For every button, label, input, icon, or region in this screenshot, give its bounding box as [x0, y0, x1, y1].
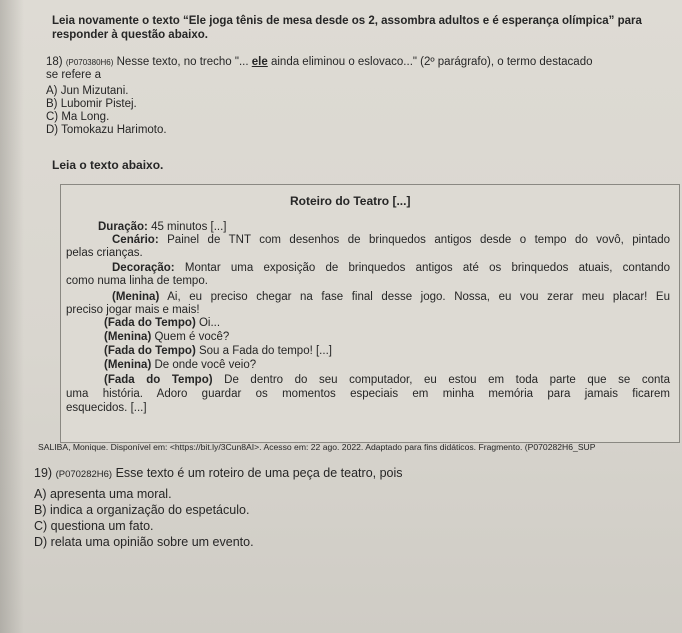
- page-edge-shadow: [0, 0, 24, 633]
- script-fada-1: [104, 317, 220, 330]
- script-duracao: [98, 221, 227, 234]
- question-19-text: Esse texto é um roteiro de uma peça de teatro, pois: [115, 466, 403, 480]
- source-citation: SALIBA, Monique. Disponível em: <https://bit.ly/3Cun8AI>. Acesso em: 22 ago. 2022. Adaptado para fins didáticos. Fragmento. (P070282H6_SUP: [38, 442, 596, 452]
- script-decoracao-cont: como numa linha de tempo.: [66, 275, 208, 287]
- text-box-title: Roteiro do Teatro [...]: [290, 194, 411, 208]
- script-cenario: [66, 234, 670, 247]
- question-19-number: 19): [34, 466, 53, 480]
- duracao-label: Duração:: [98, 221, 148, 233]
- question-18-highlight: ele: [251, 56, 268, 68]
- question-18-code: (P070380H6): [65, 58, 114, 67]
- read-text-heading: Leia o texto abaixo.: [52, 158, 164, 172]
- question-18-number: 18): [46, 56, 63, 68]
- q19-option-c[interactable]: C) questiona um fato.: [34, 519, 154, 533]
- question-19: [34, 466, 403, 482]
- question-18-line-2: se refere a: [46, 69, 101, 81]
- fada-label-3: (Fada do Tempo): [104, 374, 213, 386]
- question-19-code: (P070282H6): [55, 469, 113, 480]
- question-18-text-a: Nesse texto, no trecho "...: [116, 56, 249, 68]
- decoracao-value: Montar uma exposição de brinquedos antigos até os brinquedos atuais, contando: [184, 262, 670, 274]
- decoracao-label: Decoração:: [112, 262, 175, 274]
- script-fada-2: [104, 345, 332, 358]
- cenario-label: Cenário:: [112, 234, 159, 246]
- menina-label-1: (Menina): [112, 291, 160, 303]
- script-cenario-cont: pelas crianças.: [66, 247, 143, 259]
- q18-option-b[interactable]: B) Lubomir Pistej.: [46, 98, 137, 110]
- intro-instruction: Leia novamente o texto “Ele joga tênis de mesa desde os 2, assombra adultos e é esperança olímpica” para responder à questão abaixo.: [52, 15, 642, 41]
- fada-line-2: Sou a Fada do tempo! [...]: [198, 345, 332, 357]
- q19-option-d[interactable]: D) relata uma opinião sobre um evento.: [34, 535, 254, 549]
- fada-line-1: Oi...: [198, 317, 221, 329]
- q19-option-a[interactable]: A) apresenta uma moral.: [34, 487, 172, 501]
- menina-line-1: Ai, eu preciso chegar na fase final desse jogo. Nossa, eu vou zerar meu placar! Eu: [167, 291, 670, 303]
- menina-label-3: (Menina): [104, 359, 152, 371]
- q19-option-b[interactable]: B) indica a organização do espetáculo.: [34, 503, 250, 517]
- q18-option-c[interactable]: C) Ma Long.: [46, 111, 110, 123]
- menina-line-2: Quem é você?: [154, 331, 230, 343]
- script-fada-3-end: esquecidos. [...]: [66, 402, 147, 414]
- question-18-text-b: ainda eliminou o eslovaco..." (2º parágrafo), o termo destacado: [270, 56, 593, 68]
- script-menina-2: [104, 331, 229, 344]
- fada-label-1: (Fada do Tempo): [104, 317, 196, 329]
- fada-line-3: De dentro do seu computador, eu estou em toda parte que se conta: [224, 374, 671, 386]
- menina-line-3: De onde você veio?: [154, 359, 257, 371]
- question-18-line-1: [46, 56, 593, 69]
- script-menina-1-cont: preciso jogar mais e mais!: [66, 304, 200, 316]
- menina-label-2: (Menina): [104, 331, 152, 343]
- cenario-value: Painel de TNT com desenhos de brinquedos antigos desde o tempo do vovô, pintado: [167, 234, 670, 246]
- fada-label-2: (Fada do Tempo): [104, 345, 196, 357]
- script-fada-3: [66, 373, 670, 387]
- q18-option-a[interactable]: A) Jun Mizutani.: [46, 85, 129, 97]
- duracao-value: 45 minutos [...]: [151, 221, 227, 233]
- script-decoracao: [66, 262, 670, 275]
- script-menina-1: [66, 291, 670, 304]
- q18-option-d[interactable]: D) Tomokazu Harimoto.: [46, 124, 167, 136]
- script-menina-3: [104, 359, 256, 372]
- script-fada-3-cont: uma história. Adoro guardar os momentos especiais em minha memória para jamais ficarem: [66, 388, 670, 400]
